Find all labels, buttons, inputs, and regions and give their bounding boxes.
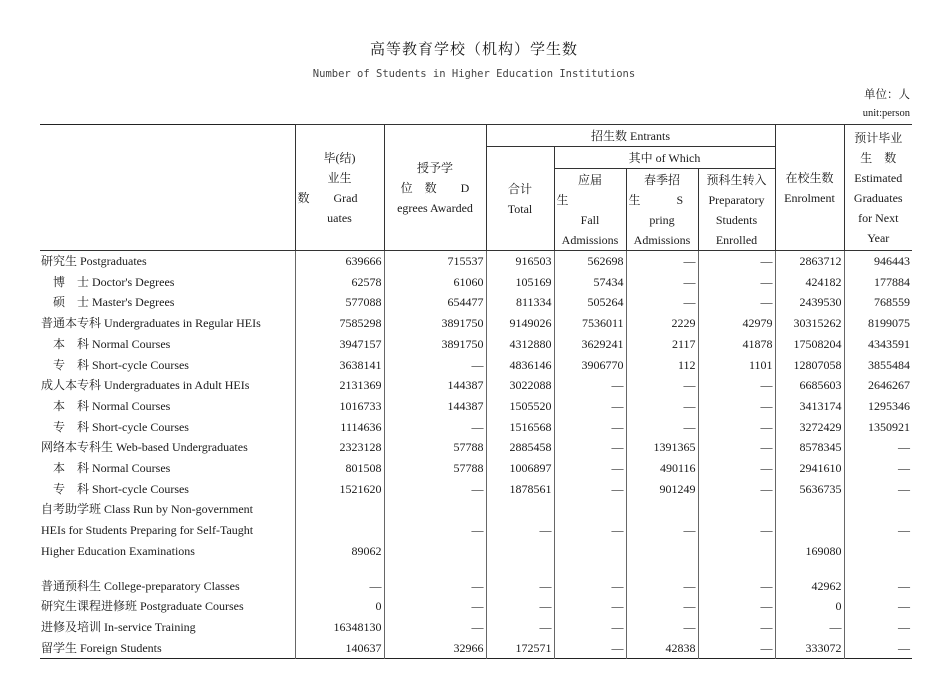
table-cell: — bbox=[486, 617, 554, 638]
row-label: 留学生 Foreign Students bbox=[41, 640, 162, 655]
table-cell: 61060 bbox=[384, 272, 486, 293]
table-cell: 1391365 bbox=[626, 437, 698, 458]
row-label: 普通本专科 Undergraduates in Regular HEIs bbox=[41, 316, 261, 331]
table-cell: 42838 bbox=[626, 638, 698, 659]
table-cell: 3629241 bbox=[554, 334, 626, 355]
row-label: 研究生 Postgraduates bbox=[41, 254, 147, 268]
row-label: 研究生课程进修班 Postgraduate Courses bbox=[41, 599, 244, 614]
table-cell: 12807058 bbox=[775, 355, 844, 376]
col-header-degrees: 授予学 位 数 D egrees Awarded bbox=[384, 125, 486, 251]
table-cell: — bbox=[384, 520, 486, 541]
row-label: 博 士 Doctor's Degrees bbox=[53, 274, 175, 289]
table-row bbox=[40, 251, 912, 272]
table-cell: — bbox=[698, 458, 775, 479]
table-cell: — bbox=[384, 417, 486, 438]
table-cell: 1350921 bbox=[844, 417, 912, 438]
table-cell: — bbox=[626, 617, 698, 638]
table-body bbox=[40, 251, 912, 659]
table-cell: 177884 bbox=[844, 272, 912, 293]
unit-label-cn: 单位：人 bbox=[864, 87, 910, 101]
table-row bbox=[40, 272, 912, 293]
table-cell: 42979 bbox=[698, 313, 775, 334]
table-cell: 654477 bbox=[384, 292, 486, 313]
table-cell bbox=[295, 520, 384, 541]
table-cell: 3638141 bbox=[295, 355, 384, 376]
table-cell: — bbox=[698, 292, 775, 313]
table-row bbox=[40, 355, 912, 376]
table-cell bbox=[384, 541, 486, 562]
table-cell: 3855484 bbox=[844, 355, 912, 376]
table-cell: 89062 bbox=[295, 541, 384, 562]
table-cell bbox=[844, 541, 912, 562]
table-cell: 916503 bbox=[486, 251, 554, 272]
table-cell: 1006897 bbox=[486, 458, 554, 479]
table-cell: — bbox=[844, 638, 912, 659]
table-cell: — bbox=[554, 458, 626, 479]
table-cell: 3891750 bbox=[384, 334, 486, 355]
row-label: Higher Education Examinations bbox=[41, 543, 195, 558]
table-cell: 5636735 bbox=[775, 479, 844, 500]
table-cell: 3947157 bbox=[295, 334, 384, 355]
page-title: 高等教育学校（机构）学生数 bbox=[369, 40, 578, 58]
col-header-graduates: 毕(结) 业生 数 Grad uates bbox=[295, 125, 384, 251]
table-cell: — bbox=[554, 396, 626, 417]
table-cell: — bbox=[844, 520, 912, 541]
table-cell: 2863712 bbox=[775, 251, 844, 272]
table-cell bbox=[775, 499, 844, 520]
table-cell: 112 bbox=[626, 355, 698, 376]
table-row bbox=[40, 396, 912, 417]
table-cell: 62578 bbox=[295, 272, 384, 293]
table-cell: 57788 bbox=[384, 437, 486, 458]
table-cell: 505264 bbox=[554, 292, 626, 313]
table-cell: 172571 bbox=[486, 638, 554, 659]
table-cell: 2885458 bbox=[486, 437, 554, 458]
col-header-entrants: 招生数 Entrants bbox=[486, 125, 775, 147]
table-cell: — bbox=[698, 638, 775, 659]
table-row bbox=[40, 520, 912, 541]
table-cell: 7536011 bbox=[554, 313, 626, 334]
table-cell: 2646267 bbox=[844, 375, 912, 396]
table-cell: 2941610 bbox=[775, 458, 844, 479]
table-cell: — bbox=[844, 479, 912, 500]
row-label: 网络本专科生 Web-based Undergraduates bbox=[41, 440, 248, 455]
table-cell: 105169 bbox=[486, 272, 554, 293]
table-cell: — bbox=[626, 520, 698, 541]
table-cell: — bbox=[775, 617, 844, 638]
col-header-preparatory: 预科生转入 Preparatory Students Enrolled bbox=[698, 169, 775, 251]
table-cell bbox=[626, 499, 698, 520]
table-cell: — bbox=[698, 617, 775, 638]
table-cell: 0 bbox=[775, 596, 844, 617]
row-label: 本 科 Normal Courses bbox=[53, 336, 171, 351]
table-cell: 1505520 bbox=[486, 396, 554, 417]
table-cell: 639666 bbox=[295, 251, 384, 272]
table-cell: 57788 bbox=[384, 458, 486, 479]
table-cell: 2117 bbox=[626, 334, 698, 355]
table-cell: — bbox=[384, 596, 486, 617]
col-header-spring: 春季招 生 S pring Admissions bbox=[626, 169, 698, 251]
table-cell: 2439530 bbox=[775, 292, 844, 313]
row-label: 普通预科生 College-preparatory Classes bbox=[41, 578, 240, 593]
table-cell: 1295346 bbox=[844, 396, 912, 417]
table-cell: — bbox=[384, 617, 486, 638]
table-row bbox=[40, 617, 912, 638]
table-header bbox=[40, 125, 912, 251]
table-cell: — bbox=[626, 596, 698, 617]
table-cell: — bbox=[554, 417, 626, 438]
table-row bbox=[40, 596, 912, 617]
table-cell: 1016733 bbox=[295, 396, 384, 417]
table-cell: — bbox=[554, 576, 626, 597]
table-cell: — bbox=[626, 375, 698, 396]
table-cell: — bbox=[554, 638, 626, 659]
table-cell: 3891750 bbox=[384, 313, 486, 334]
table-cell: 4343591 bbox=[844, 334, 912, 355]
table-row bbox=[40, 479, 912, 500]
table-cell: — bbox=[698, 417, 775, 438]
table-cell: — bbox=[844, 596, 912, 617]
table-cell bbox=[775, 520, 844, 541]
col-header-total: 合计 Total bbox=[486, 147, 554, 251]
table-cell: 946443 bbox=[844, 251, 912, 272]
table-row bbox=[40, 541, 912, 562]
table-cell bbox=[554, 499, 626, 520]
table-cell: 490116 bbox=[626, 458, 698, 479]
table-cell: — bbox=[698, 479, 775, 500]
table-cell: 3272429 bbox=[775, 417, 844, 438]
table-cell: 16348130 bbox=[295, 617, 384, 638]
table-cell: 2229 bbox=[626, 313, 698, 334]
table-cell: — bbox=[698, 272, 775, 293]
table-row bbox=[40, 576, 912, 597]
table-cell: — bbox=[844, 576, 912, 597]
table-cell: — bbox=[554, 617, 626, 638]
table-row bbox=[40, 292, 912, 313]
table-cell: 2131369 bbox=[295, 375, 384, 396]
table-cell: 768559 bbox=[844, 292, 912, 313]
table-cell: — bbox=[698, 396, 775, 417]
col-header-enrolment: 在校生数 Enrolment bbox=[775, 125, 844, 251]
table-cell: — bbox=[698, 576, 775, 597]
row-label: 成人本专科 Undergraduates in Adult HEIs bbox=[41, 378, 250, 393]
table-cell: — bbox=[698, 596, 775, 617]
row-label: 本 科 Normal Courses bbox=[53, 461, 171, 476]
table-cell: 8578345 bbox=[775, 437, 844, 458]
table-cell: 3906770 bbox=[554, 355, 626, 376]
table-cell bbox=[844, 499, 912, 520]
row-label: HEIs for Students Preparing for Self-Taught bbox=[41, 523, 254, 538]
table-row bbox=[40, 375, 912, 396]
table-cell: — bbox=[554, 479, 626, 500]
table-cell: — bbox=[384, 479, 486, 500]
table-cell: — bbox=[626, 396, 698, 417]
table-cell: — bbox=[698, 437, 775, 458]
table-cell: 9149026 bbox=[486, 313, 554, 334]
table-cell: — bbox=[554, 520, 626, 541]
table-cell: 6685603 bbox=[775, 375, 844, 396]
table-cell bbox=[626, 541, 698, 562]
table-cell: 57434 bbox=[554, 272, 626, 293]
table-row bbox=[40, 638, 912, 659]
table-cell: 144387 bbox=[384, 375, 486, 396]
table-cell: 3413174 bbox=[775, 396, 844, 417]
table-cell: 17508204 bbox=[775, 334, 844, 355]
table-cell bbox=[384, 499, 486, 520]
table-cell: 1516568 bbox=[486, 417, 554, 438]
table-cell: 2323128 bbox=[295, 437, 384, 458]
table-cell: 7585298 bbox=[295, 313, 384, 334]
table-cell bbox=[698, 499, 775, 520]
table-cell: — bbox=[486, 520, 554, 541]
table-cell: 577088 bbox=[295, 292, 384, 313]
table-cell: 0 bbox=[295, 596, 384, 617]
table-cell bbox=[486, 499, 554, 520]
unit-label-en: unit:person bbox=[862, 108, 910, 119]
table-cell: — bbox=[554, 375, 626, 396]
page-subtitle: Number of Students in Higher Education Institutions bbox=[312, 68, 636, 80]
table-cell: 811334 bbox=[486, 292, 554, 313]
table-cell: 1878561 bbox=[486, 479, 554, 500]
table-cell: — bbox=[295, 576, 384, 597]
table-cell: — bbox=[554, 596, 626, 617]
table-cell: 562698 bbox=[554, 251, 626, 272]
table-cell: — bbox=[626, 417, 698, 438]
table-cell: — bbox=[698, 375, 775, 396]
table-row bbox=[40, 417, 912, 438]
table-cell: 1114636 bbox=[295, 417, 384, 438]
table-cell: 1521620 bbox=[295, 479, 384, 500]
table-cell: — bbox=[844, 458, 912, 479]
row-label: 专 科 Short-cycle Courses bbox=[53, 481, 189, 496]
table-cell: — bbox=[844, 437, 912, 458]
table-cell: 3022088 bbox=[486, 375, 554, 396]
table-cell: 801508 bbox=[295, 458, 384, 479]
table-row bbox=[40, 458, 912, 479]
col-header-estimated: 预计毕业 生 数 Estimated Graduates for Next Year bbox=[844, 125, 912, 251]
table-cell: 1101 bbox=[698, 355, 775, 376]
table-cell: — bbox=[486, 596, 554, 617]
spacer-row bbox=[40, 562, 912, 576]
table-cell: — bbox=[626, 251, 698, 272]
row-label: 专 科 Short-cycle Courses bbox=[53, 357, 189, 372]
table-cell: 42962 bbox=[775, 576, 844, 597]
table-cell: 8199075 bbox=[844, 313, 912, 334]
table-cell: 30315262 bbox=[775, 313, 844, 334]
table-cell: — bbox=[626, 576, 698, 597]
table-cell: — bbox=[486, 576, 554, 597]
table-cell: — bbox=[384, 355, 486, 376]
table-cell bbox=[295, 499, 384, 520]
col-header-fall: 应届 生 Fall Admissions bbox=[554, 169, 626, 251]
row-label: 硕 士 Master's Degrees bbox=[53, 295, 175, 310]
table-cell: 140637 bbox=[295, 638, 384, 659]
col-header-of-which: 其中 of Which bbox=[554, 147, 775, 169]
table-cell: 4836146 bbox=[486, 355, 554, 376]
table-cell: — bbox=[844, 617, 912, 638]
table-cell: 333072 bbox=[775, 638, 844, 659]
table-cell bbox=[486, 541, 554, 562]
table-row bbox=[40, 437, 912, 458]
table-cell: — bbox=[698, 520, 775, 541]
row-label: 专 科 Short-cycle Courses bbox=[53, 419, 189, 434]
row-label: 自考助学班 Class Run by Non-government bbox=[41, 502, 253, 517]
table-cell: — bbox=[626, 272, 698, 293]
table-cell bbox=[554, 541, 626, 562]
table-row bbox=[40, 499, 912, 520]
table-cell: 424182 bbox=[775, 272, 844, 293]
table-cell: — bbox=[554, 437, 626, 458]
table-cell: 169080 bbox=[775, 541, 844, 562]
table-cell: — bbox=[384, 576, 486, 597]
table-cell: 32966 bbox=[384, 638, 486, 659]
table-cell: 144387 bbox=[384, 396, 486, 417]
table-cell bbox=[698, 541, 775, 562]
table-cell: 4312880 bbox=[486, 334, 554, 355]
table-cell: — bbox=[698, 251, 775, 272]
row-label: 本 科 Normal Courses bbox=[53, 398, 171, 413]
table-row bbox=[40, 313, 912, 334]
students-table bbox=[40, 124, 912, 659]
row-label: 进修及培训 In-service Training bbox=[41, 619, 196, 634]
table-cell: 715537 bbox=[384, 251, 486, 272]
table-cell: 41878 bbox=[698, 334, 775, 355]
table-cell: — bbox=[626, 292, 698, 313]
table-row bbox=[40, 334, 912, 355]
table-cell: 901249 bbox=[626, 479, 698, 500]
